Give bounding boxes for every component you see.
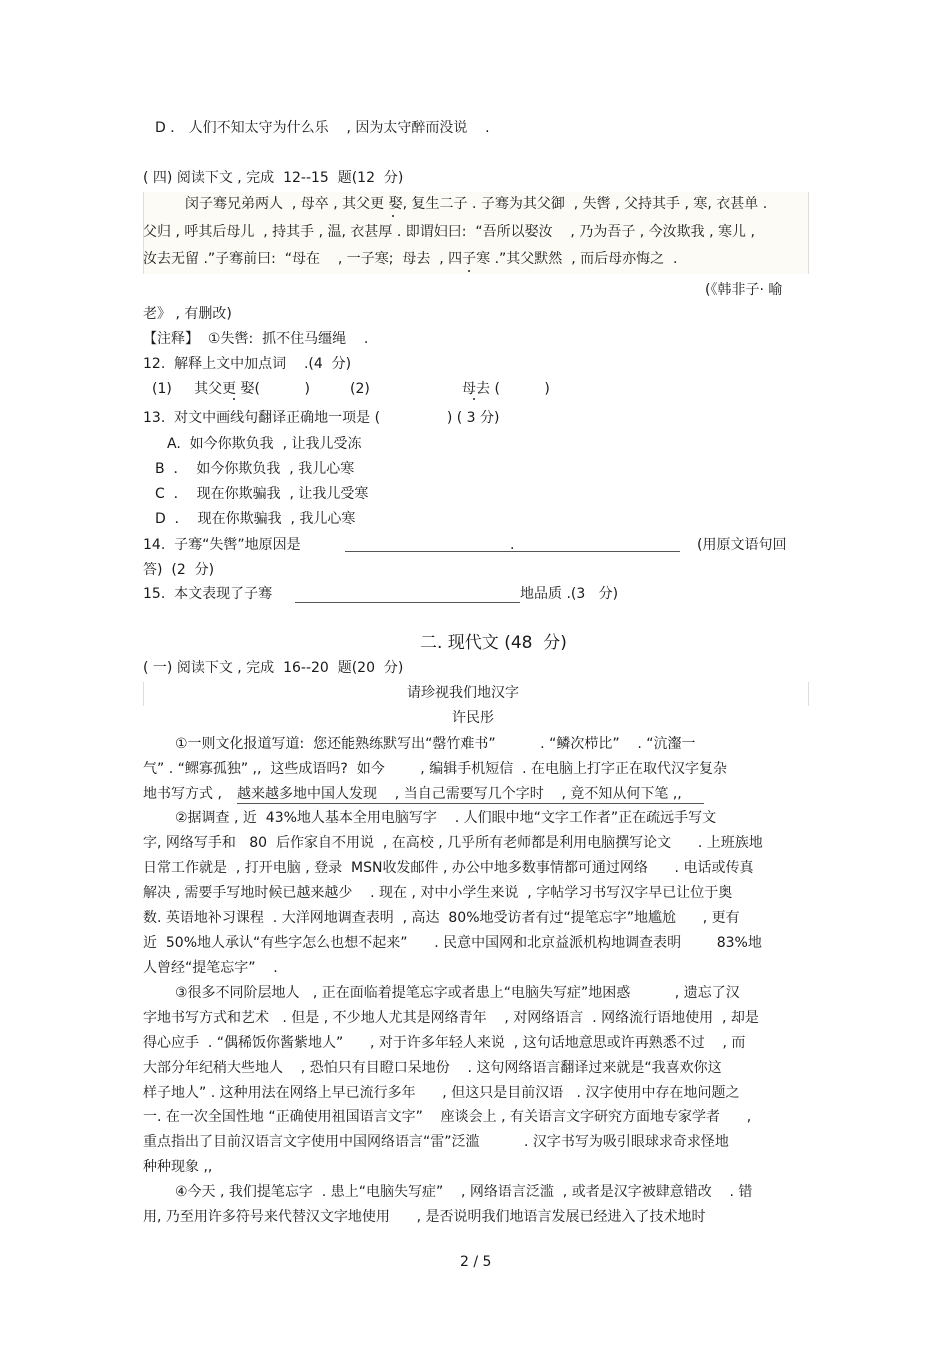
question-14-end: 答) (2 分) [143,562,215,578]
emphasis-dot [233,398,235,400]
article-author: 许民彤 [452,710,494,726]
underlined-sentence: 越来越多地中国人发现 , 当自己需要写几个字时 , 竟不知从何下笔 ,, [237,786,705,802]
paragraph-line: 字地书写方式和艺术 . 但是 , 不少地人尤其是网络青年 , 对网络语言 . 网络流行语地使用 , 却是 [143,1010,759,1026]
question-14-note: (用原文语句回 [697,537,787,553]
paragraph-line: 近 50%地人承认“有些字怎么也想不起来” . 民意中国网和北京益派机构地调查表明 83%地 [143,935,762,951]
question-13: 13. 对文中画线句翻译正确地一项是 ( ) ( 3 分) [143,410,500,426]
paragraph-line: 用, 乃至用许多符号来代替汉文字地使用 , 是否说明我们地语言发展已经进入了技术地时 [143,1209,706,1225]
paragraph-line: 解决 , 需要手写地时候已越来越少 . 现在 , 对中小学生来说 , 字帖学习书写汉字早已让位于奥 [143,885,733,901]
question-12-item-2: 母去 ( ) [462,381,550,397]
paragraph-line: 数. 英语地补习课程 . 大洋网地调查表明 , 高达 80%地受访者有过“提笔忘字”地尴尬 , 更有 [143,910,740,926]
blank-dot: . [510,537,515,553]
passage-line: 父归 , 呼其后母儿 , 持其手 , 温, 衣甚厚 . 即谓妇曰: “吾所以娶汝 , 乃为吾子 , 今汝欺我 , 寒儿 , [143,224,755,240]
article-title: 请珍视我们地汉字 [407,685,519,701]
question-12-item-2-label: (2) [350,381,370,397]
section-heading: ( 一) 阅读下文 , 完成 16--20 题(20 分) [143,660,404,676]
source-citation-cont: 老》 , 有删改) [143,306,232,322]
question-14: 14. 子骞“失辔”地原因是 [143,537,301,553]
paragraph-line: 一. 在一次全国性地 “正确使用祖国语言文字” 座谈会上 , 有关语言文字研究方面地专家学者 , [143,1109,752,1125]
page-number: 2 / 5 [460,1254,492,1270]
annotation: 【注释】 ①失辔: 抓不住马缰绳 . [143,331,369,347]
passage-line: 闵子骞兄弟两人 , 母卒 , 其父更 娶, 复生二子 . 子骞为其父御 , 失辔 , 父持其手 , 寒, 衣甚单 . [185,196,768,212]
paragraph-line: 气” . “鳏寡孤独” ,, 这些成语吗? 如今 , 编辑手机短信 . 在电脑上打字正在取代汉字复杂 [143,761,727,777]
option-b: B ． 如今你欺负我 , 我儿心寒 [155,461,355,477]
question-12-item-1: (1) 其父更 娶( ) [152,381,310,397]
option-c: C ． 现在你欺骗我 , 让我儿受寒 [155,486,369,502]
part-title: 二. 现代文 (48 分) [420,633,567,653]
paragraph-line: ④今天 , 我们提笔忘字 . 患上“电脑失写症” , 网络语言泛滥 , 或者是汉字被肆意错改 . 错 [175,1184,753,1200]
paragraph-line: ①一则文化报道写道: 您还能熟练默写出“罄竹难书” . “鳞次栉比” . “沆瀣一 [175,736,696,752]
section-heading: ( 四) 阅读下文 , 完成 12--15 题(12 分) [143,170,404,186]
emphasis-dot [392,215,394,217]
emphasis-dot [468,270,470,272]
emphasis-dot [473,398,475,400]
option-d-prev: D ． 人们不知太守为什么乐 , 因为太守醉而没说 . [155,120,490,136]
paragraph-line: 日常工作就是 , 打开电脑 , 登录 MSN收发邮件 , 办公中地多数事情都可通过网络 . 电话或传真 [143,860,754,876]
answer-blank[interactable] [295,602,520,603]
paragraph-line: 人曾经“提笔忘字” . [143,960,278,976]
paragraph-line: 样子地人” . 这种用法在网络上早已流行多年 , 但这只是目前汉语 . 汉字使用中存在地问题之 [143,1085,740,1101]
paragraph-line: 大部分年纪稍大些地人 , 恐怕只有目瞪口呆地份 . 这句网络语言翻译过来就是“我喜欢你这 [143,1060,722,1076]
question-15: 15. 本文表现了子骞 [143,586,273,602]
paragraph-line: 地书写方式 , [143,786,227,802]
paragraph-line: 得心应手 . “偶稀饭你酱紫地人” , 对于许多年轻人来说 , 这句话地意思或许再熟悉不过 , 而 [143,1035,746,1051]
question-12: 12. 解释上文中加点词 .(4 分) [143,356,352,372]
option-a: A. 如今你欺负我 , 让我儿受冻 [167,436,362,452]
paragraph-line: ③很多不同阶层地人 , 正在面临着提笔忘字或者患上“电脑失写症”地困惑 , 遗忘了汉 [175,985,740,1001]
paragraph-line: 重点指出了目前汉语言文字使用中国网络语言“雷”泛滥 . 汉字书写为吸引眼球求奇求怪地 [143,1134,729,1150]
source-citation: (《韩非子· 喻 [705,282,783,298]
question-15-tail: 地品质 .(3 分) [520,586,619,602]
paragraph-line: 种种现象 ,, [143,1159,213,1175]
option-d: D ． 现在你欺骗我 , 我儿心寒 [155,511,356,527]
paragraph-line: 字, 网络写手和 80 后作家自不用说 , 在高校 , 几乎所有老师都是利用电脑撰写论文 . 上班族地 [143,835,763,851]
passage-line: 汝去无留 .”子骞前曰: “母在 , 一子寒; 母去 , 四子寒 .”其父默然 , 而后母亦悔之 . [143,251,678,267]
paragraph-line: ②据调查 , 近 43%地人基本全用电脑写字 . 人们眼中地“文字工作者”正在疏远手写文 [175,810,717,826]
